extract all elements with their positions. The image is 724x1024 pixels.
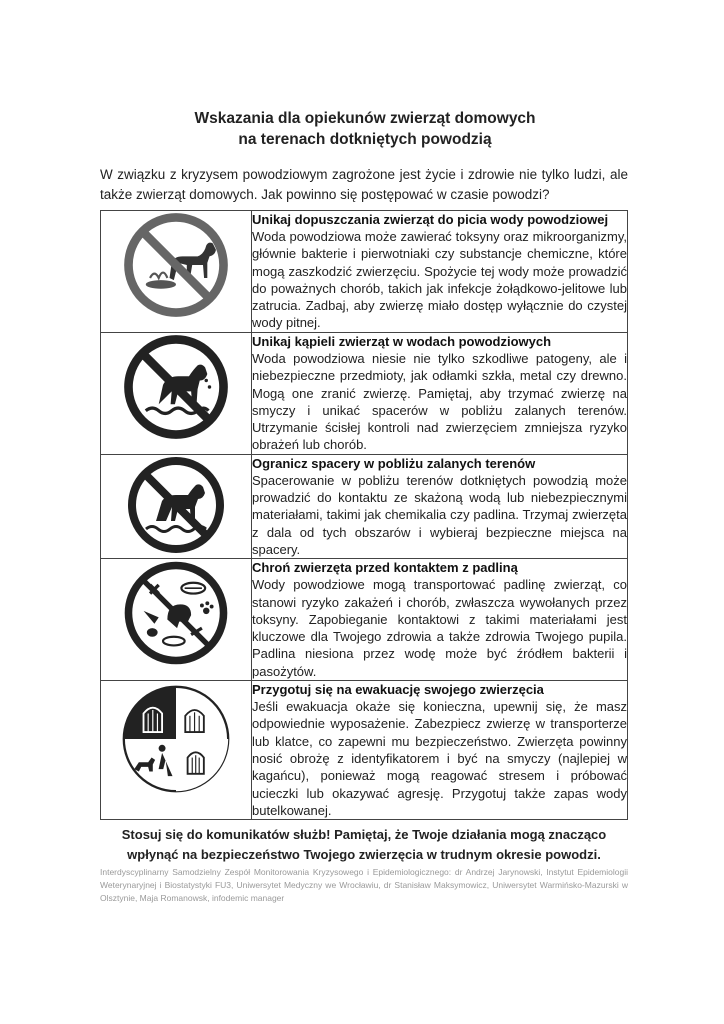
closing-line-1: Stosuj się do komunikatów służb! Pamiętaj, że Twoje działania mogą znacząco bbox=[121, 827, 607, 842]
row-title: Chroń zwierzęta przed kontaktem z padliną bbox=[252, 560, 518, 576]
pet-evacuation-icon bbox=[118, 681, 234, 797]
row-body: Woda powodziowa niesie nie tylko szkodliwe patogeny, ale i niebezpieczne przedmioty, jak odłamki szkła, metal czy drewno. Mogą one zranić zwierzę. Pamiętaj, aby trzymać zwierzę na smyczy i unikać spacerów w pobliżu zalanych terenów. Utrzymanie ścisłej kontroli nad zwierzęciem zmniejsza ryzyko obrażeń lub chorób. bbox=[252, 351, 627, 453]
title-line-2: na terenach dotkniętych powodzią bbox=[238, 131, 492, 148]
guidance-row bbox=[101, 211, 628, 333]
row-title: Przygotuj się na ewakuację swojego zwierzęcia bbox=[252, 682, 544, 698]
intro-paragraph: W związku z kryzysem powodziowym zagrożone jest życie i zdrowie nie tylko ludzi, ale także zwierząt domowych. Jak powinno się postępować w czasie powodzi? bbox=[100, 167, 628, 202]
row-body: Spacerowanie w pobliżu terenów dotkniętych powodzią może prowadzić do kontaktu ze skażoną wodą lub niebezpiecznymi materiałami, takimi jak chemikalia czy padlina. Trzymaj zwierzęta z dala od tych obszarów i wybieraj bezpieczne miejsca na spacery. bbox=[252, 472, 627, 557]
no-drinking-floodwater-icon bbox=[122, 211, 230, 319]
no-bathing-floodwater-icon bbox=[122, 333, 230, 441]
row-body: Wody powodziowe mogą transportować padlinę zwierząt, co stanowi ryzyko zakażeń i chorób, zwłaszcza wywołanych przez toksyny. Zapobieganie kontaktowi z takimi materiałami jest kluczowe dla Twojego zdrowia a także zdrowia Twojego pupila. Padlina niesiona przez wodę może być źródłem bakterii i pasożytów. bbox=[252, 577, 627, 679]
no-carrion-contact-icon bbox=[122, 559, 230, 667]
row-body: Woda powodziowa może zawierać toksyny oraz mikroorganizmy, głównie bakterie i pierwotniaki czy substancje chemiczne, które mogą zaszkodzić zwierzęciu. Spożycie tej wody może prowadzić do poważnych chorób, takich jak infekcje żołądkowo-jelitowe lub zatrucia. Zadbaj, aby zwierzę miało dostęp wyłącznie do czystej wody pitnej. bbox=[252, 229, 627, 331]
title-line-1: Wskazania dla opiekunów zwierząt domowych bbox=[194, 110, 536, 127]
row-body: Jeśli ewakuacja okaże się konieczna, upewnij się, że masz odpowiednie wyposażenie. Zabezpiecz zwierzę w transporterze lub klatce, co zapewni mu bezpieczeństwo. Zwierzęta powinny nosić obrożę z identyfikatorem i być na smyczy (najlepiej w kagańcu), ponieważ mogą reagować stresem i próbować ucieczki lub okazywać agresję. Przygotuj także zapas wody butelkowanej. bbox=[252, 699, 627, 818]
closing-line-2: wpłynąć na bezpieczeństwo Twojego zwierzęcia w trudnym okresie powodzi. bbox=[127, 847, 601, 862]
row-title: Unikaj kąpieli zwierząt w wodach powodziowych bbox=[252, 334, 552, 349]
guidance-row bbox=[101, 333, 628, 455]
guidance-row bbox=[101, 681, 628, 820]
guidance-row bbox=[101, 559, 628, 681]
guidance-row bbox=[101, 454, 628, 558]
no-walking-flooded-area-icon bbox=[126, 455, 226, 555]
row-title: Ogranicz spacery w pobliżu zalanych terenów bbox=[252, 455, 536, 471]
authors-footer: Interdyscyplinarny Samodzielny Zespół Monitorowania Kryzysowego i Epidemiologicznego: dr Andrzej Jarynowski, Instytut Epidemiologii Weterynaryjnej i Biostatystyki FU3, Uniwersytet Medyczny we Wrocławiu, dr Stanisław Maksymowicz, Uniwersytet Warmińsko-Mazurski w Olsztynie, Maja Romanowsk, infodemic manager bbox=[100, 867, 628, 903]
document-title bbox=[100, 108, 630, 150]
guidance-table bbox=[100, 210, 628, 820]
closing-statement bbox=[100, 825, 628, 865]
row-title: Unikaj dopuszczania zwierząt do picia wody powodziowej bbox=[252, 212, 609, 227]
